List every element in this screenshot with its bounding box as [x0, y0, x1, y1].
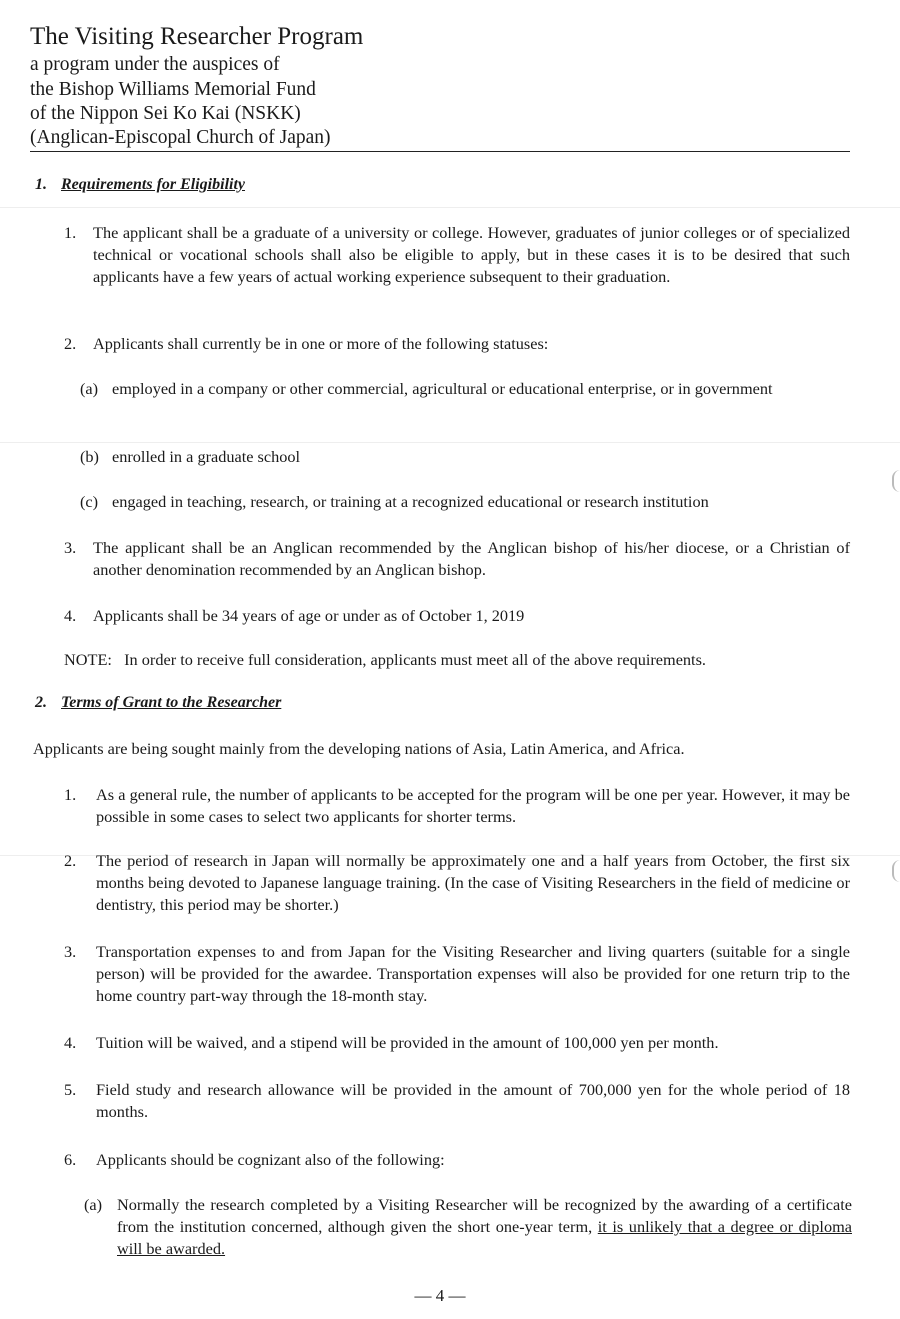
item-number: 2.	[64, 851, 77, 870]
underlined-text: it is unlikely that a degree or diploma will be awarded.	[117, 1217, 852, 1258]
section-title: Terms of Grant to the Researcher	[61, 694, 282, 711]
item-number: 3.	[64, 538, 77, 557]
eligibility-subitem: enrolled in a graduate school	[112, 447, 301, 466]
subitem-text: Normally the research completed by a Visiting Researcher will be recognized by the awarding of a certificate from the institution concerned, although given the short one-year term,	[117, 1195, 852, 1236]
header-rule	[30, 151, 850, 152]
page-number: — 4 —	[414, 1286, 466, 1305]
section-number: 1.	[35, 176, 47, 193]
item-number: 6.	[64, 1150, 77, 1169]
eligibility-subitem: employed in a company or other commercial, agricultural or educational enterprise, or in government	[112, 379, 773, 398]
terms-item: As a general rule, the number of applicants to be accepted for the program will be one per year. However, it may be possible in some cases to select two applicants for shorter terms.	[96, 785, 850, 826]
subtitle-line: a program under the auspices of	[30, 54, 280, 75]
item-number: 5.	[64, 1080, 77, 1099]
item-number: 1.	[64, 223, 77, 242]
eligibility-item: Applicants shall be 34 years of age or under as of October 1, 2019	[93, 606, 525, 625]
item-number: (a)	[84, 1195, 103, 1214]
item-number: 1.	[64, 785, 77, 804]
subtitle-line: of the Nippon Sei Ko Kai (NSKK)	[30, 103, 301, 124]
eligibility-subitem: engaged in teaching, research, or training at a recognized educational or research institution	[112, 492, 709, 511]
section-1-heading	[35, 176, 245, 194]
item-number: (c)	[80, 492, 99, 511]
terms-item: Applicants should be cognizant also of the following:	[96, 1150, 445, 1169]
item-number: (b)	[80, 447, 99, 466]
terms-subitem	[117, 1194, 852, 1260]
section-number: 2.	[35, 694, 47, 711]
section-2-intro: Applicants are being sought mainly from the developing nations of Asia, Latin America, and Africa.	[33, 739, 685, 758]
subtitle-line: the Bishop Williams Memorial Fund	[30, 79, 316, 100]
document-title: The Visiting Researcher Program	[30, 23, 364, 50]
terms-item: The period of research in Japan will normally be approximately one and a half years from October, the first six months being devoted to Japanese language training. (In the case of Visiting Researchers in the field of medicine or dentistry, this period may be shorter.)	[96, 851, 850, 914]
terms-item: Transportation expenses to and from Japan for the Visiting Researcher and living quarters (suitable for a single person) will be provided for the awardee. Transportation expenses will also be provided for one return trip to the home country part-way through the 18-month stay.	[96, 942, 850, 1005]
terms-item: Tuition will be waived, and a stipend will be provided in the amount of 100,000 yen per month.	[96, 1033, 719, 1052]
item-number: 2.	[64, 334, 77, 353]
item-number: 4.	[64, 606, 77, 625]
item-number: (a)	[80, 379, 99, 398]
eligibility-item: The applicant shall be a graduate of a university or college. However, graduates of junior colleges or of specialized technical or vocational schools shall also be eligible to apply, but in these cases it is to be desired that such applicants have a few years of actual working experience subsequent to their graduation.	[93, 223, 850, 286]
terms-item: Field study and research allowance will be provided in the amount of 700,000 yen for the whole period of 18 months.	[96, 1080, 850, 1121]
eligibility-item: The applicant shall be an Anglican recommended by the Anglican bishop of his/her diocese, or a Christian of another denomination recommended by an Anglican bishop.	[93, 538, 850, 579]
item-number: 4.	[64, 1033, 77, 1052]
section-title: Requirements for Eligibility	[61, 176, 246, 193]
eligibility-item: Applicants shall currently be in one or more of the following statuses:	[93, 334, 549, 353]
eligibility-note: NOTE: In order to receive full consideration, applicants must meet all of the above requirements.	[64, 650, 706, 669]
item-number: 3.	[64, 942, 77, 961]
section-2-heading	[35, 694, 281, 712]
subtitle-line: (Anglican-Episcopal Church of Japan)	[30, 127, 331, 148]
